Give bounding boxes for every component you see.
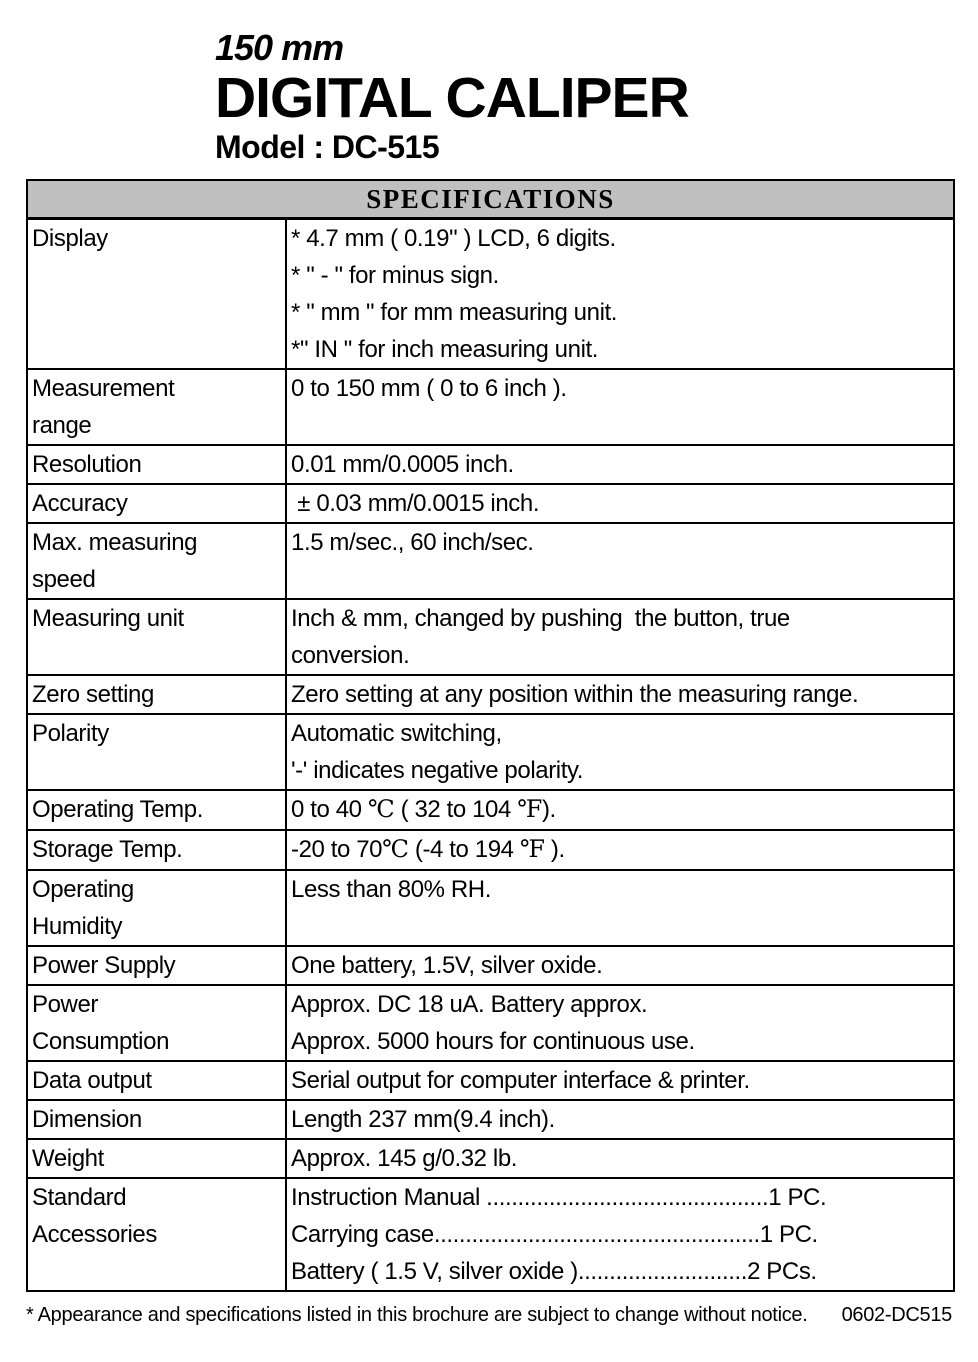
spec-label-line: Display [32, 225, 108, 252]
spec-label-line: Operating [32, 876, 134, 903]
spec-value-line: Approx. DC 18 uA. Battery approx. [291, 991, 648, 1018]
spec-value-cell [287, 220, 953, 368]
size-label: 150 mm [215, 27, 344, 68]
spec-value-line: 0 to 150 mm ( 0 to 6 inch ). [291, 375, 567, 402]
spec-value-cell [287, 791, 953, 829]
spec-label-cell [28, 220, 287, 368]
spec-label-cell [28, 1101, 287, 1138]
spec-value-cell [287, 676, 953, 713]
spec-value-line: Battery ( 1.5 V, silver oxide )...........................2 PCs. [291, 1258, 817, 1285]
table-row [28, 1138, 953, 1177]
table-title: SPECIFICATIONS [28, 181, 953, 220]
spec-label-line: Weight [32, 1145, 104, 1172]
spec-value-line: ± 0.03 mm/0.0015 inch. [291, 490, 540, 517]
spec-value-cell [287, 831, 953, 869]
spec-value-line: -20 to 70℃ (-4 to 194 ℉ ). [291, 836, 565, 863]
degree-symbol: ℉ [519, 837, 545, 863]
spec-value-cell [287, 986, 953, 1060]
degree-symbol: ℃ [367, 797, 395, 823]
specifications-table [26, 179, 955, 1292]
spec-label-line: Accuracy [32, 490, 128, 517]
spec-label-line: Measuring unit [32, 605, 184, 632]
table-row [28, 869, 953, 945]
spec-label-cell [28, 1140, 287, 1177]
degree-symbol: ℃ [382, 837, 409, 863]
spec-label-line: Max. measuring [32, 529, 198, 556]
model-label: Model : DC-515 [215, 129, 440, 165]
spec-label-cell [28, 947, 287, 984]
spec-label-line: Resolution [32, 451, 142, 478]
spec-label-cell [28, 676, 287, 713]
spec-value-line: 1.5 m/sec., 60 inch/sec. [291, 529, 534, 556]
spec-value-cell [287, 1179, 953, 1290]
footer-disclaimer: * Appearance and specifications listed in this brochure are subject to change without notice. [26, 1304, 808, 1326]
spec-value-cell [287, 1101, 953, 1138]
footer-doc-code: 0602-DC515 [841, 1304, 952, 1326]
spec-label-line: speed [32, 566, 96, 593]
spec-label-line: range [32, 412, 92, 439]
spec-value-cell [287, 485, 953, 522]
table-row [28, 713, 953, 789]
spec-value-line: Approx. 145 g/0.32 lb. [291, 1145, 518, 1172]
table-row [28, 522, 953, 598]
spec-value-cell [287, 715, 953, 789]
spec-label-cell [28, 446, 287, 483]
document-header [0, 0, 978, 166]
spec-value-cell [287, 947, 953, 984]
spec-label-cell [28, 831, 287, 869]
spec-label-cell [28, 986, 287, 1060]
spec-value-cell [287, 1140, 953, 1177]
table-row [28, 984, 953, 1060]
spec-label-line: Power Supply [32, 952, 176, 979]
spec-value-cell [287, 871, 953, 945]
product-title: DIGITAL CALIPER [215, 66, 689, 130]
spec-value-line: Zero setting at any position within the measuring range. [291, 681, 859, 708]
spec-value-line: '-' indicates negative polarity. [291, 757, 584, 784]
table-row [28, 368, 953, 444]
spec-value-line: Carrying case....................................................1 PC. [291, 1221, 818, 1248]
table-row [28, 829, 953, 869]
degree-symbol: ℉ [517, 797, 542, 823]
spec-value-cell [287, 524, 953, 598]
spec-label-cell [28, 370, 287, 444]
spec-value-line: One battery, 1.5V, silver oxide. [291, 952, 603, 979]
spec-value-line: *" IN " for inch measuring unit. [291, 336, 599, 363]
spec-value-line: * 4.7 mm ( 0.19" ) LCD, 6 digits. [291, 225, 616, 252]
spec-label-line: Dimension [32, 1106, 142, 1133]
spec-label-line: Standard [32, 1184, 127, 1211]
spec-value-cell [287, 1062, 953, 1099]
table-row [28, 598, 953, 674]
spec-label-line: Zero setting [32, 681, 154, 708]
table-row [28, 483, 953, 522]
table-row [28, 1060, 953, 1099]
spec-value-line: conversion. [291, 642, 410, 669]
spec-label-line: Consumption [32, 1028, 170, 1055]
spec-value-line: Instruction Manual .............................................1 PC. [291, 1184, 827, 1211]
spec-value-line: * " mm " for mm measuring unit. [291, 299, 618, 326]
spec-label-line: Accessories [32, 1221, 157, 1248]
spec-value-line: Inch & mm, changed by pushing the button, true [291, 605, 790, 632]
spec-label-cell [28, 715, 287, 789]
spec-label-cell [28, 1179, 287, 1290]
spec-value-line: Serial output for computer interface & printer. [291, 1067, 750, 1094]
spec-label-line: Storage Temp. [32, 836, 183, 863]
spec-label-cell [28, 524, 287, 598]
spec-value-line: Less than 80% RH. [291, 876, 491, 903]
table-row [28, 674, 953, 713]
table-row [28, 945, 953, 984]
spec-value-cell [287, 600, 953, 674]
spec-value-line: Approx. 5000 hours for continuous use. [291, 1028, 695, 1055]
spec-label-cell [28, 1062, 287, 1099]
spec-label-line: Polarity [32, 720, 109, 747]
table-row [28, 789, 953, 829]
spec-value-line: Length 237 mm(9.4 inch). [291, 1106, 555, 1133]
table-row [28, 220, 953, 368]
spec-label-line: Power [32, 991, 99, 1018]
spec-label-line: Operating Temp. [32, 796, 203, 823]
spec-label-line: Data output [32, 1067, 152, 1094]
spec-label-line: Humidity [32, 913, 123, 940]
spec-label-cell [28, 791, 287, 829]
spec-label-cell [28, 871, 287, 945]
spec-label-cell [28, 485, 287, 522]
spec-value-line: 0 to 40 ℃ ( 32 to 104 ℉). [291, 796, 556, 823]
spec-table-body [28, 220, 953, 1290]
table-row [28, 1099, 953, 1138]
spec-value-line: * " - " for minus sign. [291, 262, 499, 289]
table-row [28, 1177, 953, 1290]
spec-value-cell [287, 446, 953, 483]
spec-label-cell [28, 600, 287, 674]
spec-value-cell [287, 370, 953, 444]
spec-value-line: 0.01 mm/0.0005 inch. [291, 451, 514, 478]
table-row [28, 444, 953, 483]
document-footer [26, 1304, 952, 1327]
spec-label-line: Measurement [32, 375, 175, 402]
spec-value-line: Automatic switching, [291, 720, 502, 747]
